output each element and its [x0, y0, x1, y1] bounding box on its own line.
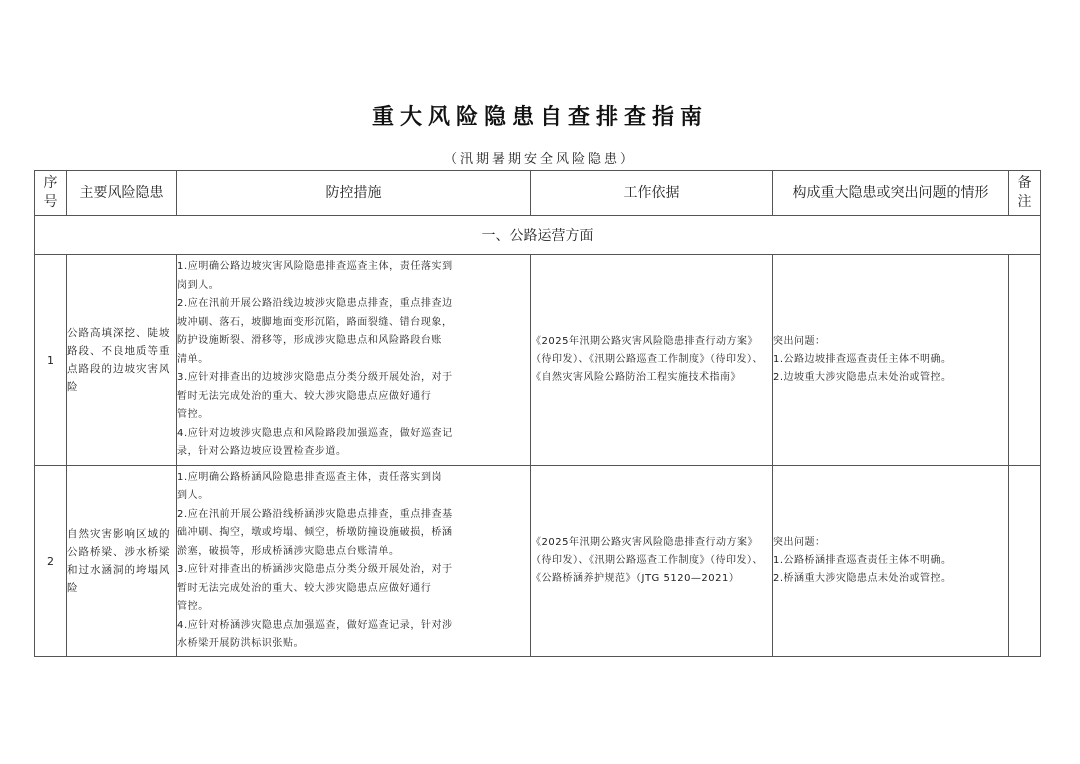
table-row: [35, 255, 1041, 466]
row-number: 2: [35, 466, 67, 657]
basis-cell: 《2025年汛期公路灾害风险隐患排查行动方案》（待印发）、《汛期公路巡查工作制度》（待印发）、《自然灾害风险公路防治工程实施技术指南》: [531, 255, 773, 466]
risk-cell: 自然灾害影响区域的公路桥梁、涉水桥梁和过水涵洞的垮塌风险: [67, 466, 177, 657]
table-header-row: [35, 171, 1041, 216]
note-cell: [1009, 255, 1041, 466]
measures-cell: 1.应明确公路边坡灾害风险隐患排查巡查主体，责任落实到 岗到人。 2.应在汛前开展公路沿线边坡涉灾隐患点排查，重点排查边 坡冲刷、落石，坡脚地面变形沉陷，路面裂缝、错台现象， 防护设施断裂、滑移等，形成涉灾隐患点和风险路段台账 清单。 3.应针对排查出的边坡涉灾隐患点分类分级开展处治，对于 暂时无法完成处治的重大、较大涉灾隐患点应做好通行 管控。 4.应针对边坡涉灾隐患点和风险路段加强巡查，做好巡查记 录，针对公路边坡应设置检查步道。: [177, 255, 531, 466]
header-no: 序 号: [35, 171, 67, 216]
conditions-cell: 突出问题： 1.公路桥涵排查巡查责任主体不明确。 2.桥涵重大涉灾隐患点未处治或管控。: [773, 466, 1009, 657]
page-title: 重大风险隐患自查排查指南: [371, 104, 708, 130]
table-row: [35, 466, 1041, 657]
header-measures: 防控措施: [177, 171, 531, 216]
basis-cell: 《2025年汛期公路灾害风险隐患排查行动方案》（待印发）、《汛期公路巡查工作制度》（待印发）、《公路桥涵养护规范》（JTG 5120—2021）: [531, 466, 773, 657]
header-risk: 主要风险隐患: [67, 171, 177, 216]
risk-cell: 公路高填深挖、陡坡路段、不良地质等重点路段的边坡灾害风险: [67, 255, 177, 466]
section-heading: 一、公路运营方面: [35, 216, 1041, 255]
row-number: 1: [35, 255, 67, 466]
guide-table: [34, 170, 1041, 657]
measures-cell: 1.应明确公路桥涵风险隐患排查巡查主体，责任落实到岗 到人。 2.应在汛前开展公路沿线桥涵涉灾隐患点排查，重点排查基 础冲刷、掏空，墩或垮塌、倾空，桥墩防撞设施破损，桥涵 淤塞，破损等，形成桥涵涉灾隐患点台账清单。 3.应针对排查出的桥涵涉灾隐患点分类分级开展处治，对于 暂时无法完成处治的重大、较大涉灾隐患点应做好通行 管控。 4.应针对桥涵涉灾隐患点加强巡查，做好巡查记录，针对涉 水桥梁开展防洪标识张贴。: [177, 466, 531, 657]
header-basis: 工作依据: [531, 171, 773, 216]
page-subtitle: （汛期暑期安全风险隐患）: [443, 152, 636, 167]
section-row: [35, 216, 1041, 255]
conditions-cell: 突出问题： 1.公路边坡排查巡查责任主体不明确。 2.边坡重大涉灾隐患点未处治或管控。: [773, 255, 1009, 466]
header-note: 备 注: [1009, 171, 1041, 216]
header-conditions: 构成重大隐患或突出问题的情形: [773, 171, 1009, 216]
note-cell: [1009, 466, 1041, 657]
